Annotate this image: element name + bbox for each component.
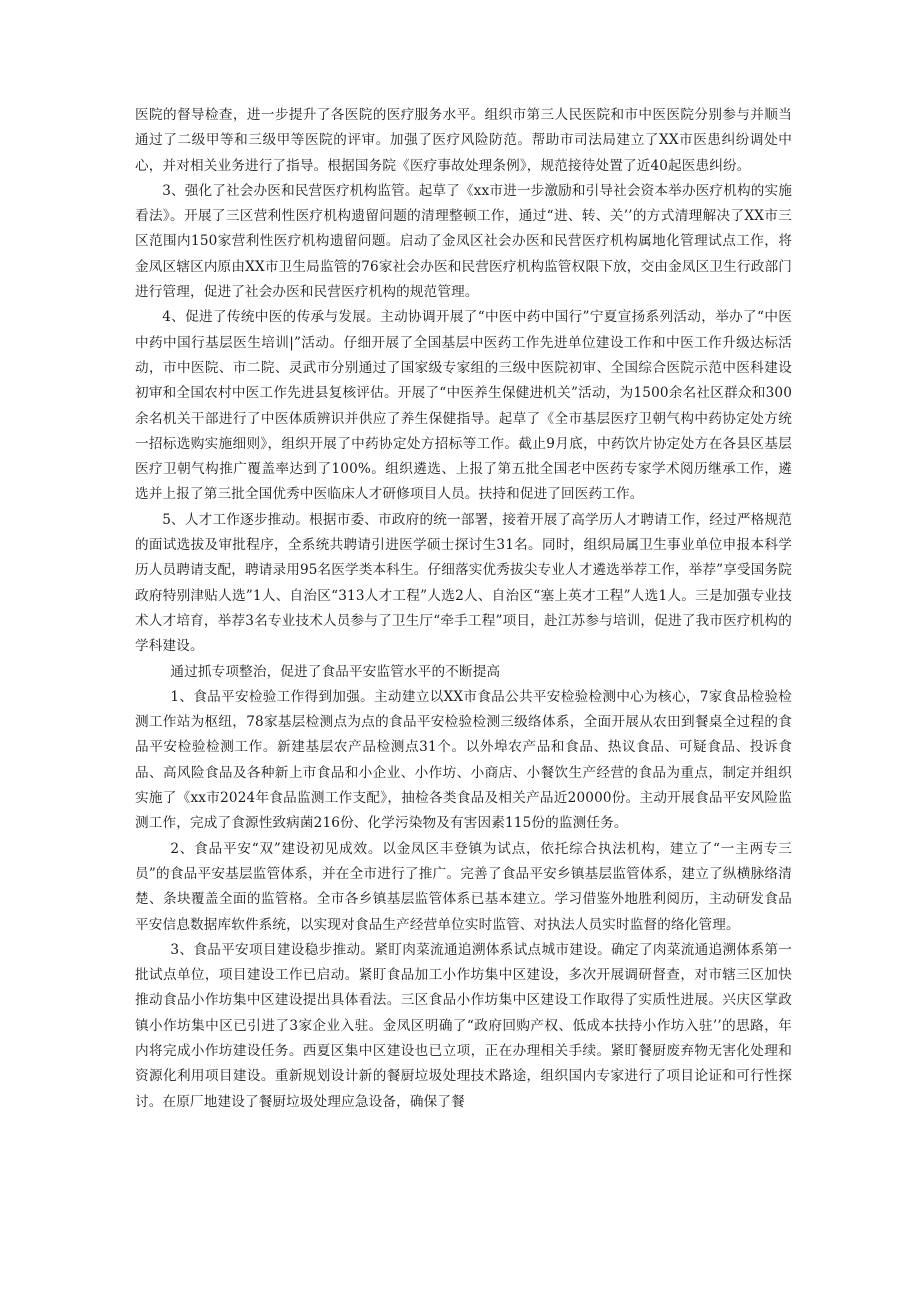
paragraph-food-safety-projects: 3、食品平安项目建设稳步推动。紧盯肉菜流通追溯体系试点城市建设。确定了肉菜流通追溯体系第一批试点单位，项目建设工作已启动。紧盯食品加工小作坊集中区建设，多次开展调研督查，对市辖三区加快推动食品小作坊集中区建设提出具体看法。三区食品小作坊集中区建设工作取得了实质性进展。兴庆区掌政镇小作坊集中区已引进了3家企业入驻。金凤区明确了“政府回购产权、低成本扶持小作坊入驻’’的思路，年内将完成小作坊建设任务。西夏区集中区建设也已立项，正在办理相关手续。紧盯餐厨废弃物无害化处理和资源化利用项目建设。重新规划设计新的餐厨垃圾处理技术路途，组织国内专家进行了项目论证和可行性探讨。在原厂地建设了餐厨垃圾处理应急设备，确保了餐 [135, 941, 792, 1110]
paragraph-hospital-supervision: 医院的督导检查，进一步提升了各医院的医疗服务水平。组织市第三人民医院和市中医医院分别参与并顺当通过了二级甲等和三级甲等医院的评审。加强了医疗风险防范。帮助市司法局建立了XX市医患纠纷调处中心，并对相关业务进行了指导。根据国务院《医疗事故处理条例》，规范接待处置了近40起医患纠纷。 [135, 107, 792, 174]
section-heading-food-safety: 通过抓专项整治，促进了食品平安监管水平的不断提高 [170, 663, 501, 680]
paragraph-food-inspection: 1、食品平安检验工作得到加强。主动建立以XX市食品公共平安检验检测中心为核心，7家食品检验检测工作站为枢纽，78家基层检测点为点的食品平安检验检测三级络体系，全面开展从农田到餐桌全过程的食品平安检验检测工作。新建基层农产品检测点31个。以外埠农产品和食品、热议食品、可疑食品、投诉食品、高风险食品及各种新上市食品和小企业、小作坊、小商店、小餐饮生产经营的食品为重点，制定并组织实施了《xx市2024年食品监测工作支配》，抽检各类食品及相关产品近20000份。主动开展食品平安风险监测工作，完成了食源性致病菌216份、化学污染物及有害因素115份的监测任务。 [135, 688, 792, 832]
paragraph-food-safety-double-build: 2、食品平安“双”建设初见成效。以金凤区丰登镇为试点，依托综合执法机构，建立了“一主两专三员”的食品平安基层监管体系，并在全市进行了推广。完善了食品平安乡镇基层监管体系，建立了纵横脉络清楚、条块覆盖全面的监管格。全市各乡镇基层监管体系已基本建立。学习借鉴外地胜利阅历，主动研发食品平安信息数据库软件系统，以实现对食品生产经营单位实时监管、对执法人员实时监督的络化管理。 [135, 840, 792, 933]
document-page [135, 103, 792, 1115]
paragraph-private-medical-oversight: 3、强化了社会办医和民营医疗机构监管。起草了《xx市进一步激励和引导社会资本举办医疗机构的实施看法》。开展了三区营利性医疗机构遗留问题的清理整顿工作，通过“进、转、关’’的方式清理解决了XX市三区范围内150家营利性医疗机构遗留问题。启动了金凤区社会办医和民营医疗机构属地化管理试点工作，将金凤区辖区内原由XX市卫生局监管的76家社会办医和民营医疗机构监管权限下放，交由金凤区卫生行政部门进行管理，促进了社会办医和民营医疗机构的规范管理。 [135, 182, 792, 301]
paragraph-talent-work: 5、人才工作逐步推动。根据市委、市政府的统一部署，接着开展了高学历人才聘请工作，经过严格规范的面试选拔及审批程序，全系统共聘请引进医学硕士探讨生31名。同时，组织局属卫生事业单位申报本科学历人员聘请支配，聘请录用95名医学类本科生。仔细落实优秀拔尖专业人才遴选举荐工作，举荐”享受国务院政府特别津贴人选”1人、自治区“313人才工程”人选2人、自治区“塞上英才工程”人选1人。三是加强专业技术人才培育，举荐3名专业技术人员参与了卫生厅“牵手工程”项目，赴江苏参与培训，促进了我市医疗机构的学科建设。 [135, 511, 792, 655]
paragraph-traditional-medicine: 4、促进了传统中医的传承与发展。主动协调开展了“中医中药中国行”宁夏宣扬系列活动，举办了“中医中药中国行基层医生培训|”活动。仔细开展了全国基层中医药工作先进单位建设工作和中医工作升级达标活动，市中医院、市二院、灵武市分别通过了国家级专家组的三级中医院初审、全国综合医院示范中医科建设初审和全国农村中医工作先进县复核评估。开展了“中医养生保健进机关”活动，为1500余名社区群众和300余名机关干部进行了中医体质辨识并供应了养生保健指导。起草了《全市基层医疗卫朝气构中药协定处方统一招标选购实施细则》，组织开展了中药协定处方招标等工作。截止9月底，中药饮片协定处方在各县区基层医疗卫朝气构推广覆盖率达到了100%。组织遴选、上报了第五批全国老中医药专家学术阅历继承工作，遴选并上报了第三批全国优秀中医临床人才研修项目人员。扶持和促进了回医药工作。 [135, 309, 792, 503]
